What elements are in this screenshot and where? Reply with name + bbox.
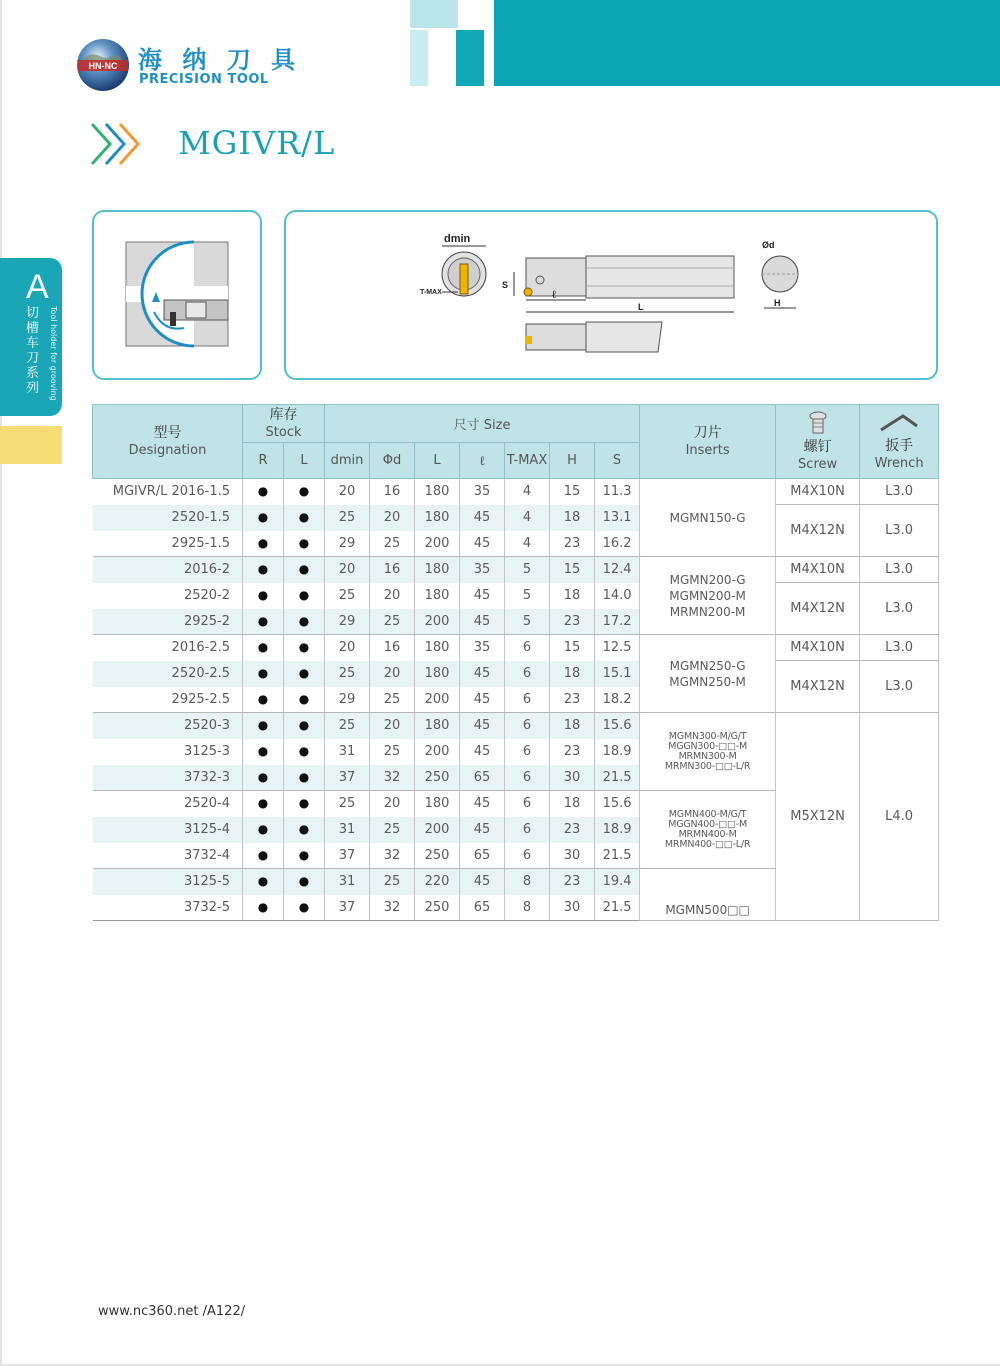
table-cell: 19.4 — [595, 869, 640, 895]
table-cell: 4 — [505, 531, 550, 557]
table-cell: 2520-2 — [93, 583, 243, 609]
table-cell: 5 — [505, 557, 550, 583]
brand-name-en: PRECISION TOOL — [139, 72, 269, 87]
table-cell: 45 — [460, 661, 505, 687]
header-designation: 型号 Designation — [93, 405, 243, 479]
table-row — [93, 505, 939, 531]
table-cell: 16 — [370, 635, 415, 661]
screw-cell: M4X12N — [776, 505, 860, 557]
table-cell: 16 — [370, 479, 415, 505]
table-cell: 6 — [505, 661, 550, 687]
table-cell: 18.2 — [595, 687, 640, 713]
insert-cell: MGMN300-M/G/T MGGN300-□□-M MRMN300-M MRMN300-□□-L/R — [640, 713, 776, 791]
stock-dot — [284, 765, 325, 791]
table-cell: 6 — [505, 791, 550, 817]
stock-dot — [284, 869, 325, 895]
table-cell: 18 — [550, 583, 595, 609]
section-name-en: Tool holder for grooving — [49, 306, 58, 401]
stock-dot — [243, 687, 284, 713]
stock-dot — [243, 739, 284, 765]
table-cell: 8 — [505, 869, 550, 895]
table-cell: 6 — [505, 687, 550, 713]
table-cell: 6 — [505, 713, 550, 739]
table-cell: 25 — [325, 791, 370, 817]
table-cell: 15.6 — [595, 713, 640, 739]
wrench-cell: L3.0 — [860, 661, 939, 713]
header-stock: 库存 Stock — [243, 405, 325, 443]
logo-text: HN-NC — [88, 61, 118, 71]
table-cell: 5 — [505, 583, 550, 609]
table-cell: 20 — [370, 505, 415, 531]
table-cell: 65 — [460, 765, 505, 791]
table-cell: 3125-5 — [93, 869, 243, 895]
table-cell: 180 — [415, 557, 460, 583]
table-cell: 6 — [505, 765, 550, 791]
table-cell: 20 — [370, 713, 415, 739]
table-cell: 14.0 — [595, 583, 640, 609]
stock-dot — [243, 583, 284, 609]
tool-dimension-drawing — [286, 212, 936, 378]
stock-dot — [243, 791, 284, 817]
table-cell: 6 — [505, 739, 550, 765]
header-square — [458, 0, 486, 28]
header-dmin: dmin — [325, 443, 370, 479]
screw-cell: M4X12N — [776, 583, 860, 635]
table-cell: 20 — [325, 635, 370, 661]
screw-cell: M4X12N — [776, 661, 860, 713]
wrench-cell: L3.0 — [860, 557, 939, 583]
dimension-drawing-box — [284, 210, 938, 380]
stock-dot — [243, 765, 284, 791]
screw-icon — [807, 411, 829, 435]
table-cell: 20 — [370, 583, 415, 609]
table-cell: 30 — [550, 843, 595, 869]
wrench-cell: L3.0 — [860, 583, 939, 635]
table-cell: 3125-4 — [93, 817, 243, 843]
stock-dot — [284, 557, 325, 583]
table-cell: 6 — [505, 817, 550, 843]
table-cell: 25 — [370, 869, 415, 895]
dmin-label: dmin — [444, 233, 471, 245]
table-cell: 23 — [550, 739, 595, 765]
table-cell: 35 — [460, 479, 505, 505]
stock-dot — [284, 713, 325, 739]
table-cell: 16.2 — [595, 531, 640, 557]
table-cell: 180 — [415, 479, 460, 505]
table-cell: 4 — [505, 479, 550, 505]
stock-dot — [243, 609, 284, 635]
table-cell: 23 — [550, 531, 595, 557]
header-r: R — [243, 443, 284, 479]
header-tmax: T-MAX — [505, 443, 550, 479]
table-cell: 30 — [550, 765, 595, 791]
table-cell: 25 — [325, 661, 370, 687]
table-cell: 45 — [460, 869, 505, 895]
table-row — [93, 713, 939, 739]
table-cell: 21.5 — [595, 765, 640, 791]
table-cell: 65 — [460, 843, 505, 869]
table-cell: 25 — [370, 609, 415, 635]
chevron-right-icon — [88, 120, 152, 168]
section-name-cn: 切槽车刀系列 — [26, 306, 40, 396]
table-cell: 2925-1.5 — [93, 531, 243, 557]
table-cell: 31 — [325, 817, 370, 843]
stock-dot — [284, 609, 325, 635]
tmax-label: T-MAX — [420, 289, 442, 296]
table-cell: 31 — [325, 869, 370, 895]
table-cell: 180 — [415, 583, 460, 609]
stock-dot — [243, 895, 284, 921]
insert-cell: MGMN500□□ — [640, 869, 776, 921]
header-l: L — [284, 443, 325, 479]
table-cell: 11.3 — [595, 479, 640, 505]
header-phid: Φd — [370, 443, 415, 479]
table-row — [93, 661, 939, 687]
stock-dot — [243, 817, 284, 843]
table-cell: 29 — [325, 609, 370, 635]
header-s: S — [595, 443, 640, 479]
table-cell: 25 — [370, 817, 415, 843]
stock-dot — [243, 843, 284, 869]
table-cell: 23 — [550, 609, 595, 635]
table-cell: 3732-5 — [93, 895, 243, 921]
header-square — [410, 30, 428, 86]
insert-cell: MGMN200-G MGMN200-M MRMN200-M — [640, 557, 776, 635]
section-letter: A — [26, 268, 49, 306]
table-cell: 18 — [550, 505, 595, 531]
table-cell: 180 — [415, 661, 460, 687]
page-title: MGIVR/L — [178, 124, 336, 162]
header-screw: 螺钉 Screw — [776, 405, 860, 479]
table-cell: 25 — [325, 713, 370, 739]
stock-dot — [284, 661, 325, 687]
table-cell: 45 — [460, 791, 505, 817]
table-cell: 20 — [370, 791, 415, 817]
table-cell: 45 — [460, 609, 505, 635]
table-cell: 2016-2.5 — [93, 635, 243, 661]
header-square — [410, 0, 458, 28]
wrench-icon — [879, 412, 919, 434]
table-cell: 20 — [325, 479, 370, 505]
application-drawing-box — [92, 210, 262, 380]
stock-dot — [243, 479, 284, 505]
wrench-cell: L4.0 — [860, 713, 939, 921]
header-inserts: 刀片 Inserts — [640, 405, 776, 479]
table-cell: 3732-3 — [93, 765, 243, 791]
header-square — [456, 30, 484, 86]
stock-dot — [284, 739, 325, 765]
footer-url: www.nc360.net /A122/ — [98, 1304, 246, 1319]
table-cell: 37 — [325, 843, 370, 869]
table-row — [93, 479, 939, 505]
header-h: H — [550, 443, 595, 479]
header-size: 尺寸 Size — [325, 405, 640, 443]
table-cell: 2520-3 — [93, 713, 243, 739]
stock-dot — [243, 661, 284, 687]
table-cell: 6 — [505, 843, 550, 869]
table-cell: 3732-4 — [93, 843, 243, 869]
table-cell: 15 — [550, 479, 595, 505]
header-wrench: 扳手 Wrench — [860, 405, 939, 479]
stock-dot — [243, 505, 284, 531]
table-cell: 15.1 — [595, 661, 640, 687]
table-cell: 23 — [550, 687, 595, 713]
table-cell: 2520-1.5 — [93, 505, 243, 531]
insert-cell: MGMN400-M/G/T MGGN400-□□-M MRMN400-M MRMN400-□□-L/R — [640, 791, 776, 869]
section-marker — [0, 426, 62, 464]
table-cell: 45 — [460, 531, 505, 557]
table-cell: 18.9 — [595, 817, 640, 843]
table-cell: 15.6 — [595, 791, 640, 817]
table-cell: 45 — [460, 739, 505, 765]
table-cell: 35 — [460, 635, 505, 661]
table-cell: 23 — [550, 817, 595, 843]
table-cell: 16 — [370, 557, 415, 583]
table-cell: 18 — [550, 791, 595, 817]
table-cell: 180 — [415, 791, 460, 817]
table-cell: 15 — [550, 557, 595, 583]
stock-dot — [243, 531, 284, 557]
table-cell: 45 — [460, 713, 505, 739]
table-cell: 25 — [325, 505, 370, 531]
table-cell: 250 — [415, 895, 460, 921]
stock-dot — [284, 843, 325, 869]
stock-dot — [284, 687, 325, 713]
table-cell: 65 — [460, 895, 505, 921]
diameter-label: Ød — [762, 240, 775, 250]
height-label: H — [774, 298, 781, 308]
header-length: L — [415, 443, 460, 479]
screw-cell: M5X12N — [776, 713, 860, 921]
table-cell: 25 — [325, 583, 370, 609]
table-cell: 32 — [370, 895, 415, 921]
table-cell: 45 — [460, 817, 505, 843]
globe-logo-icon — [76, 38, 130, 92]
table-cell: 200 — [415, 687, 460, 713]
screw-cell: M4X10N — [776, 635, 860, 661]
insert-cell: MGMN250-G MGMN250-M — [640, 635, 776, 713]
table-row — [93, 635, 939, 661]
table-cell: 200 — [415, 739, 460, 765]
spec-table — [92, 404, 939, 921]
table-cell: 180 — [415, 505, 460, 531]
table-cell: 2925-2 — [93, 609, 243, 635]
table-cell: 20 — [325, 557, 370, 583]
table-cell: 21.5 — [595, 843, 640, 869]
grooving-application-drawing — [94, 212, 260, 378]
wrench-cell: L3.0 — [860, 635, 939, 661]
table-cell: 23 — [550, 869, 595, 895]
header-l-small: ℓ — [460, 443, 505, 479]
table-cell: 45 — [460, 583, 505, 609]
stock-dot — [284, 635, 325, 661]
stock-dot — [243, 713, 284, 739]
stock-dot — [284, 791, 325, 817]
l-small-label: ℓ — [552, 288, 557, 301]
table-cell: 5 — [505, 609, 550, 635]
table-cell: 8 — [505, 895, 550, 921]
table-cell: 13.1 — [595, 505, 640, 531]
table-cell: 18 — [550, 661, 595, 687]
table-row — [93, 557, 939, 583]
insert-cell: MGMN150-G — [640, 479, 776, 557]
header-square — [428, 30, 456, 86]
table-cell: 37 — [325, 765, 370, 791]
stock-dot — [284, 531, 325, 557]
table-cell: 200 — [415, 609, 460, 635]
wrench-cell: L3.0 — [860, 479, 939, 505]
table-cell: 18 — [550, 713, 595, 739]
wrench-cell: L3.0 — [860, 505, 939, 557]
table-row — [93, 583, 939, 609]
s-label: S — [502, 280, 509, 290]
table-cell: 4 — [505, 505, 550, 531]
table-cell: 25 — [370, 531, 415, 557]
table-cell: 17.2 — [595, 609, 640, 635]
stock-dot — [243, 557, 284, 583]
stock-dot — [284, 817, 325, 843]
table-cell: MGIVR/L 2016-1.5 — [93, 479, 243, 505]
table-cell: 25 — [370, 687, 415, 713]
table-cell: 180 — [415, 635, 460, 661]
table-cell: 2520-2.5 — [93, 661, 243, 687]
table-cell: 18.9 — [595, 739, 640, 765]
table-cell: 12.4 — [595, 557, 640, 583]
table-cell: 180 — [415, 713, 460, 739]
table-cell: 32 — [370, 843, 415, 869]
table-cell: 45 — [460, 687, 505, 713]
table-cell: 37 — [325, 895, 370, 921]
stock-dot — [284, 583, 325, 609]
table-cell: 29 — [325, 531, 370, 557]
stock-dot — [284, 505, 325, 531]
table-cell: 12.5 — [595, 635, 640, 661]
length-label: L — [638, 302, 644, 312]
table-cell: 20 — [370, 661, 415, 687]
table-cell: 2925-2.5 — [93, 687, 243, 713]
table-cell: 29 — [325, 687, 370, 713]
brand-name-cn: 海 纳 刀 具 — [138, 46, 302, 74]
table-cell: 220 — [415, 869, 460, 895]
table-cell: 200 — [415, 531, 460, 557]
stock-dot — [284, 895, 325, 921]
table-cell: 250 — [415, 765, 460, 791]
table-cell: 3125-3 — [93, 739, 243, 765]
table-cell: 21.5 — [595, 895, 640, 921]
table-cell: 2520-4 — [93, 791, 243, 817]
stock-dot — [284, 479, 325, 505]
screw-cell: M4X10N — [776, 479, 860, 505]
stock-dot — [243, 869, 284, 895]
table-cell: 35 — [460, 557, 505, 583]
table-cell: 32 — [370, 765, 415, 791]
table-cell: 25 — [370, 739, 415, 765]
table-cell: 45 — [460, 505, 505, 531]
table-cell: 15 — [550, 635, 595, 661]
table-cell: 200 — [415, 817, 460, 843]
table-cell: 2016-2 — [93, 557, 243, 583]
screw-cell: M4X10N — [776, 557, 860, 583]
table-cell: 6 — [505, 635, 550, 661]
stock-dot — [243, 635, 284, 661]
table-cell: 31 — [325, 739, 370, 765]
header-band — [494, 0, 1000, 86]
table-cell: 30 — [550, 895, 595, 921]
table-cell: 250 — [415, 843, 460, 869]
